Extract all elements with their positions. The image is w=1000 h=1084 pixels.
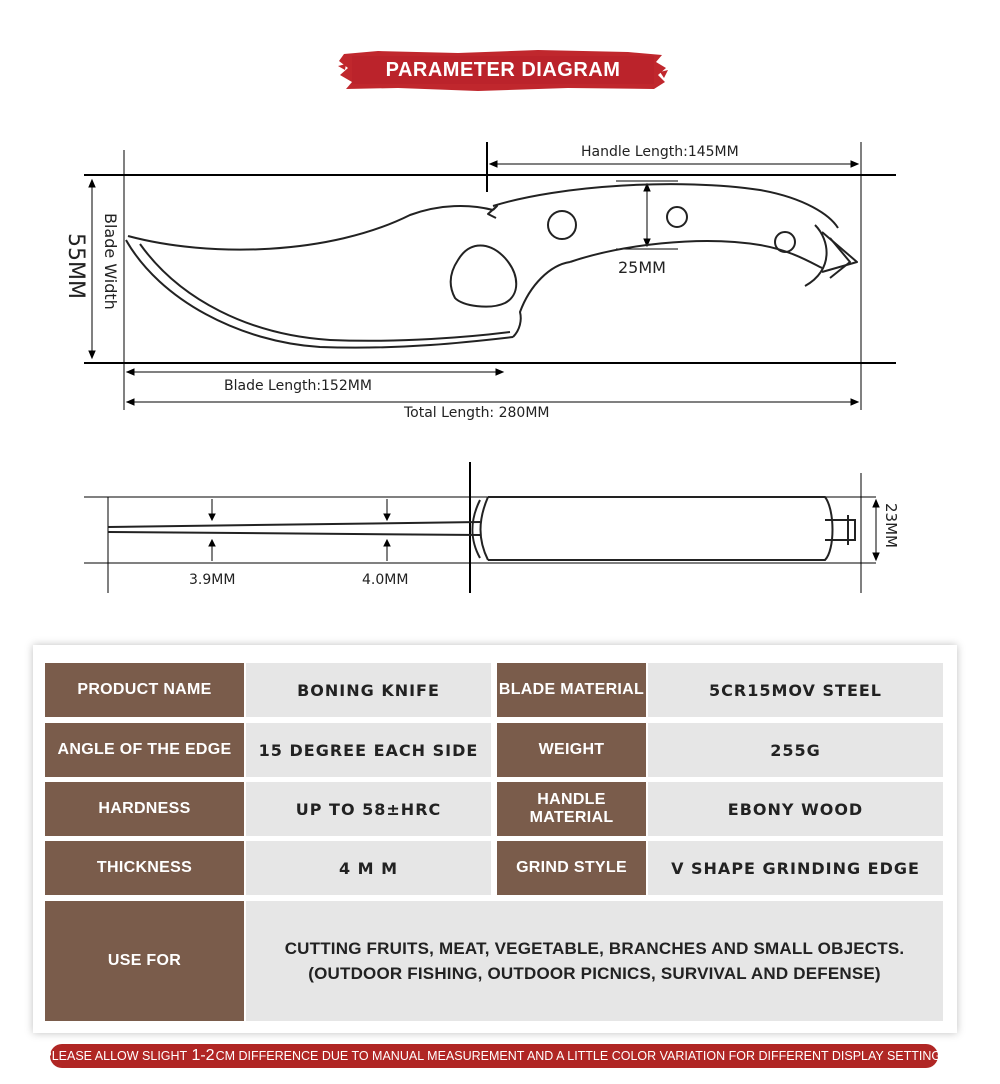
handle-thickness-label: 23MM <box>882 503 900 548</box>
spec-value-product-name: BONING KNIFE <box>246 663 491 717</box>
spec-label-product-name: PRODUCT NAME <box>45 663 244 717</box>
spec-label-use-for: USE FOR <box>45 901 244 1021</box>
thickness-label-2: 4.0MM <box>362 572 409 588</box>
use-for-line-1: CUTTING FRUITS, MEAT, VEGETABLE, BRANCHES AND SMALL OBJECTS. <box>284 939 905 958</box>
handle-length-label: Handle Length:145MM <box>581 144 739 160</box>
spec-label-edge-angle: ANGLE OF THE EDGE <box>45 723 244 777</box>
spec-label-weight: WEIGHT <box>497 723 646 777</box>
total-length-label: Total Length: 280MM <box>404 405 550 421</box>
spec-value-blade-material: 5CR15MOV STEEL <box>648 663 943 717</box>
spec-label-grind-style: GRIND STYLE <box>497 841 646 895</box>
blade-width-label: Blade Width <box>101 213 120 310</box>
knife-outline <box>126 184 857 348</box>
page-title: PARAMETER DIAGRAM <box>385 59 621 81</box>
blade-length-label: Blade Length:152MM <box>224 378 372 394</box>
spec-value-grind-style: V SHAPE GRINDING EDGE <box>648 841 943 895</box>
spec-value-edge-angle: 15 DEGREE EACH SIDE <box>246 723 491 777</box>
spec-label-handle-material: HANDLE MATERIAL <box>497 782 646 836</box>
handle-width-label: 25MM <box>618 258 666 277</box>
disclaimer-range: 1-2 <box>191 1047 215 1064</box>
spec-label-blade-material: BLADE MATERIAL <box>497 663 646 717</box>
spec-value-handle-material: EBONY WOOD <box>648 782 943 836</box>
measurement-disclaimer <box>43 1044 945 1068</box>
spec-table <box>33 645 957 1033</box>
side-view-outline <box>108 497 855 560</box>
disclaimer-text-start: PLEASE ALLOW SLIGHT <box>43 1049 191 1063</box>
spec-label-hardness: HARDNESS <box>45 782 244 836</box>
spec-value-weight: 255G <box>648 723 943 777</box>
spec-value-hardness: UP TO 58±HRC <box>246 782 491 836</box>
thickness-label-1: 3.9MM <box>189 572 236 588</box>
spec-value-use-for <box>246 901 943 1021</box>
spec-value-thickness: 4 M M <box>246 841 491 895</box>
use-for-line-2: (OUTDOOR FISHING, OUTDOOR PICNICS, SURVIVAL AND DEFENSE) <box>308 964 881 983</box>
spec-label-thickness: THICKNESS <box>45 841 244 895</box>
disclaimer-text-end: CM DIFFERENCE DUE TO MANUAL MEASUREMENT AND A LITTLE COLOR VARIATION FOR DIFFERENT DISPLAY SETTING. <box>215 1049 945 1063</box>
blade-width-value: 55MM <box>63 233 88 299</box>
